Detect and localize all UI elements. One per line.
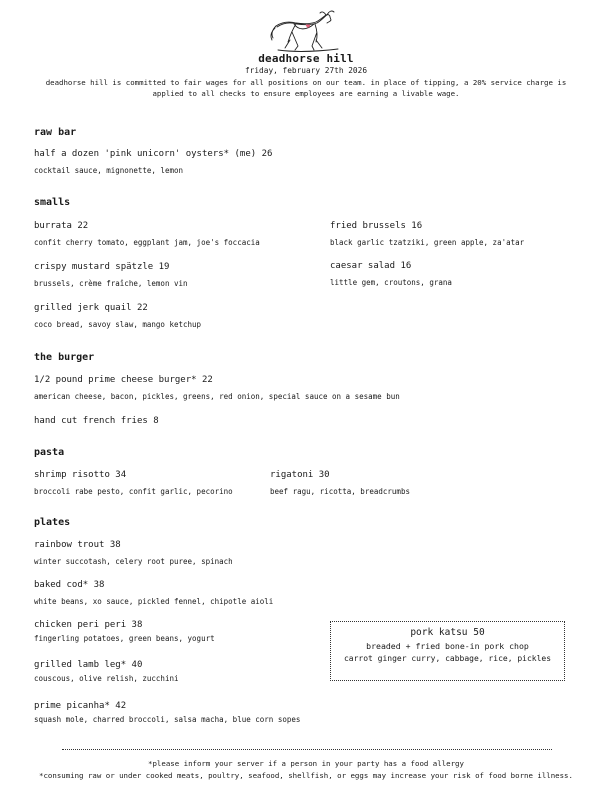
raw-food-warning: *consuming raw or under cooked meats, poultry, seafood, shellfish, or eggs may increase your risk of food borne illness.	[39, 771, 573, 780]
item-name: burrata 22	[34, 221, 89, 231]
item-name: half a dozen 'pink unicorn' oysters* (me) 26	[34, 149, 273, 159]
section-plates: plates	[34, 517, 71, 528]
special-box	[330, 621, 565, 681]
menu-item	[270, 469, 410, 497]
section-pasta: pasta	[34, 447, 65, 458]
menu-item	[34, 539, 233, 567]
section-the-burger: the burger	[34, 352, 95, 363]
item-name: rigatoni 30	[270, 470, 330, 480]
menu-item	[34, 659, 179, 684]
menu-item	[34, 374, 400, 402]
section-smalls: smalls	[34, 197, 71, 208]
item-desc: coco bread, savoy slaw, mango ketchup	[34, 320, 202, 329]
item-name: grilled lamb leg* 40	[34, 660, 143, 670]
menu-item	[34, 579, 273, 607]
menu-item	[34, 148, 272, 176]
item-desc: white beans, xo sauce, pickled fennel, chipotle aioli	[34, 597, 274, 606]
item-name: chicken peri peri 38	[34, 620, 143, 630]
menu-item	[330, 220, 524, 248]
menu-item	[34, 619, 215, 644]
special-subtitle: breaded + fried bone-in pork chop	[366, 641, 529, 651]
item-name: prime picanha* 42	[34, 701, 127, 711]
menu-item	[34, 261, 188, 289]
item-desc: fingerling potatoes, green beans, yogurt	[34, 634, 215, 643]
item-desc: couscous, olive relish, zucchini	[34, 674, 179, 683]
allergy-note: *please inform your server if a person in your party has a food allergy	[148, 759, 464, 768]
item-name: baked cod* 38	[34, 580, 105, 590]
item-desc: broccoli rabe pesto, confit garlic, pecorino	[34, 487, 233, 496]
item-desc: cocktail sauce, mignonette, lemon	[34, 166, 184, 175]
item-desc: black garlic tzatziki, green apple, za'atar	[330, 238, 525, 247]
special-desc: carrot ginger curry, cabbage, rice, pickles	[343, 654, 552, 663]
item-name: fried brussels 16	[330, 221, 423, 231]
menu-item	[330, 260, 452, 288]
item-desc: american cheese, bacon, pickles, greens, red onion, special sauce on a sesame bun	[34, 392, 400, 401]
restaurant-name: deadhorse hill	[258, 52, 354, 65]
menu-date: friday, february 27th 2026	[244, 66, 368, 75]
menu-item	[34, 469, 233, 497]
menu-item	[34, 415, 159, 428]
item-desc: squash mole, charred broccoli, salsa macha, blue corn sopes	[34, 715, 301, 724]
section-raw-bar: raw bar	[34, 127, 77, 138]
item-name: 1/2 pound prime cheese burger* 22	[34, 375, 213, 385]
horse-sketch-icon	[268, 10, 344, 54]
service-charge-note: deadhorse hill is committed to fair wages for all positions on our team. in place of tipping, a 20% service charge is applied to all checks to ensure employees are earning a livable wage.	[45, 78, 567, 98]
item-desc: beef ragu, ricotta, breadcrumbs	[270, 487, 410, 496]
item-desc: winter succotash, celery root puree, spinach	[34, 557, 233, 566]
item-name: crispy mustard spätzle 19	[34, 262, 170, 272]
item-name: shrimp risotto 34	[34, 470, 127, 480]
menu-item	[34, 700, 300, 725]
menu-item	[34, 302, 201, 330]
item-name: rainbow trout 38	[34, 540, 121, 550]
item-desc: brussels, crème fraîche, lemon vin	[34, 279, 188, 288]
special-title: pork katsu 50	[410, 627, 485, 638]
item-desc: little gem, croutons, grana	[330, 278, 452, 287]
item-name: grilled jerk quail 22	[34, 303, 148, 313]
item-desc: confit cherry tomato, eggplant jam, joe's foccacia	[34, 238, 260, 247]
divider	[62, 749, 552, 750]
item-name: caesar salad 16	[330, 261, 412, 271]
item-name: hand cut french fries 8	[34, 416, 159, 426]
menu-item	[34, 220, 260, 248]
